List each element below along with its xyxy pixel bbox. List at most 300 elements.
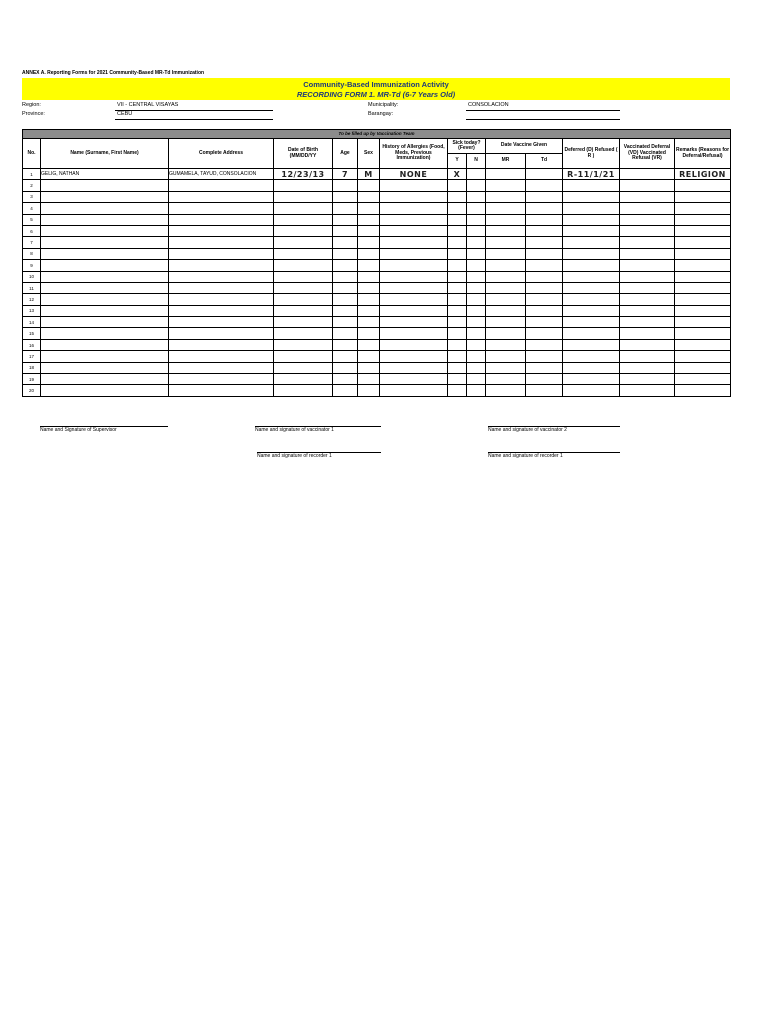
cell-vaccinated[interactable] xyxy=(620,237,675,248)
cell-address[interactable] xyxy=(169,191,274,202)
cell-remarks[interactable] xyxy=(675,191,731,202)
cell-sick-y[interactable] xyxy=(448,271,467,282)
form-title: Community-Based Immunization Activity xyxy=(303,80,449,89)
cell-sex[interactable] xyxy=(358,374,380,385)
cell-sick-n[interactable] xyxy=(467,260,486,271)
cell-dob[interactable] xyxy=(274,362,333,373)
cell-address[interactable] xyxy=(169,374,274,385)
cell-age[interactable] xyxy=(333,248,358,259)
cell-sex[interactable] xyxy=(358,214,380,225)
cell-sick-n[interactable] xyxy=(467,271,486,282)
cell-deferred[interactable] xyxy=(563,203,620,214)
cell-vaccinated[interactable] xyxy=(620,374,675,385)
cell-vaccinated[interactable] xyxy=(620,294,675,305)
cell-address[interactable] xyxy=(169,339,274,350)
cell-age[interactable] xyxy=(333,328,358,339)
cell-sex[interactable] xyxy=(358,339,380,350)
cell-dob[interactable] xyxy=(274,203,333,214)
col-vaccinated: Vaccinated Deferral (VD) Vaccinated Refusal (VR) xyxy=(620,139,675,169)
cell-td[interactable] xyxy=(526,248,563,259)
cell-remarks[interactable] xyxy=(675,374,731,385)
cell-age[interactable] xyxy=(333,305,358,316)
cell-sick-n[interactable] xyxy=(467,225,486,236)
cell-address[interactable] xyxy=(169,317,274,328)
cell-age[interactable] xyxy=(333,271,358,282)
cell-vaccinated[interactable] xyxy=(620,305,675,316)
cell-age[interactable] xyxy=(333,294,358,305)
cell-deferred[interactable] xyxy=(563,260,620,271)
cell-sex[interactable] xyxy=(358,317,380,328)
cell-remarks[interactable] xyxy=(675,305,731,316)
cell-mr[interactable] xyxy=(486,260,526,271)
cell-sick-n[interactable] xyxy=(467,362,486,373)
cell-allergies[interactable] xyxy=(380,374,448,385)
municipality-value[interactable]: CONSOLACION xyxy=(468,102,509,108)
cell-sick-y[interactable] xyxy=(448,180,467,191)
cell-mr[interactable] xyxy=(486,180,526,191)
cell-allergies[interactable] xyxy=(380,191,448,202)
cell-name[interactable] xyxy=(41,271,169,282)
cell-deferred[interactable] xyxy=(563,248,620,259)
cell-dob[interactable] xyxy=(274,351,333,362)
cell-vaccinated[interactable] xyxy=(620,225,675,236)
cell-address[interactable] xyxy=(169,237,274,248)
cell-address[interactable] xyxy=(169,180,274,191)
cell-sick-y[interactable] xyxy=(448,282,467,293)
cell-sick-y[interactable] xyxy=(448,328,467,339)
table-row xyxy=(23,328,731,339)
cell-td[interactable] xyxy=(526,203,563,214)
cell-sex[interactable] xyxy=(358,271,380,282)
cell-dob[interactable] xyxy=(274,180,333,191)
cell-vaccinated[interactable] xyxy=(620,351,675,362)
cell-sick-n[interactable] xyxy=(467,248,486,259)
cell-mr[interactable] xyxy=(486,351,526,362)
supervisor-sig-label: Name and Signature of Supervisor xyxy=(40,427,117,433)
cell-remarks[interactable] xyxy=(675,351,731,362)
cell-remarks[interactable] xyxy=(675,260,731,271)
cell-sex[interactable] xyxy=(358,225,380,236)
cell-age[interactable] xyxy=(333,260,358,271)
cell-sick-n[interactable] xyxy=(467,328,486,339)
cell-sick-y[interactable] xyxy=(448,374,467,385)
cell-td[interactable] xyxy=(526,305,563,316)
cell-sick-n[interactable] xyxy=(467,191,486,202)
cell-allergies[interactable] xyxy=(380,317,448,328)
table-row xyxy=(23,385,731,396)
cell-name[interactable] xyxy=(41,351,169,362)
cell-deferred[interactable] xyxy=(563,351,620,362)
cell-no: 1 xyxy=(23,169,41,180)
cell-mr[interactable] xyxy=(486,362,526,373)
cell-vaccinated[interactable] xyxy=(620,271,675,282)
cell-age[interactable] xyxy=(333,317,358,328)
cell-dob[interactable] xyxy=(274,271,333,282)
cell-sick-n[interactable] xyxy=(467,180,486,191)
cell-dob[interactable] xyxy=(274,317,333,328)
cell-address[interactable] xyxy=(169,214,274,225)
cell-deferred[interactable] xyxy=(563,317,620,328)
cell-deferred[interactable] xyxy=(563,374,620,385)
cell-mr[interactable] xyxy=(486,294,526,305)
cell-allergies[interactable] xyxy=(380,362,448,373)
province-underline xyxy=(115,119,273,120)
cell-vaccinated[interactable] xyxy=(620,214,675,225)
cell-age[interactable] xyxy=(333,180,358,191)
cell-td[interactable] xyxy=(526,180,563,191)
cell-dob[interactable] xyxy=(274,214,333,225)
cell-sick-n[interactable] xyxy=(467,294,486,305)
municipality-underline xyxy=(466,110,620,111)
cell-name[interactable] xyxy=(41,237,169,248)
cell-no: 15 xyxy=(23,328,41,339)
cell-dob[interactable] xyxy=(274,191,333,202)
cell-sick-y[interactable] xyxy=(448,225,467,236)
cell-no: 5 xyxy=(23,214,41,225)
cell-remarks[interactable]: RELIGION xyxy=(675,169,731,180)
cell-allergies[interactable] xyxy=(380,385,448,396)
cell-sick-y[interactable] xyxy=(448,385,467,396)
cell-vaccinated[interactable] xyxy=(620,180,675,191)
cell-deferred[interactable] xyxy=(563,225,620,236)
cell-address[interactable] xyxy=(169,305,274,316)
cell-mr[interactable] xyxy=(486,214,526,225)
cell-no: 17 xyxy=(23,351,41,362)
cell-age[interactable] xyxy=(333,214,358,225)
cell-allergies[interactable] xyxy=(380,248,448,259)
cell-dob[interactable] xyxy=(274,282,333,293)
cell-td[interactable] xyxy=(526,225,563,236)
table-row xyxy=(23,237,731,248)
cell-sick-n[interactable] xyxy=(467,305,486,316)
col-deferred: Deferred (D) Refused ( R ) xyxy=(563,139,620,169)
cell-remarks[interactable] xyxy=(675,385,731,396)
cell-allergies[interactable] xyxy=(380,203,448,214)
cell-no: 18 xyxy=(23,362,41,373)
cell-allergies[interactable] xyxy=(380,237,448,248)
cell-name[interactable] xyxy=(41,294,169,305)
cell-td[interactable] xyxy=(526,317,563,328)
cell-sick-y[interactable] xyxy=(448,305,467,316)
cell-remarks[interactable] xyxy=(675,282,731,293)
cell-vaccinated[interactable] xyxy=(620,260,675,271)
col-name: Name (Surname, First Name) xyxy=(41,139,169,169)
cell-dob[interactable] xyxy=(274,294,333,305)
col-sick-n: N xyxy=(467,154,486,169)
cell-address[interactable] xyxy=(169,225,274,236)
province-value[interactable]: CEBU xyxy=(117,111,133,117)
cell-deferred[interactable] xyxy=(563,339,620,350)
cell-sex[interactable] xyxy=(358,362,380,373)
cell-name[interactable] xyxy=(41,328,169,339)
cell-dob[interactable] xyxy=(274,225,333,236)
cell-sick-n[interactable] xyxy=(467,214,486,225)
cell-td[interactable] xyxy=(526,260,563,271)
region-value[interactable]: VII - CENTRAL VISAYAS xyxy=(117,102,179,108)
cell-address[interactable] xyxy=(169,385,274,396)
col-address: Complete Address xyxy=(169,139,274,169)
table-row xyxy=(23,294,731,305)
cell-remarks[interactable] xyxy=(675,225,731,236)
cell-sex[interactable] xyxy=(358,351,380,362)
cell-age[interactable] xyxy=(333,282,358,293)
recorder1b-sig-label: Name and signature of recorder 1 xyxy=(488,453,563,459)
cell-sex[interactable] xyxy=(358,282,380,293)
cell-deferred[interactable] xyxy=(563,362,620,373)
cell-sick-n[interactable] xyxy=(467,282,486,293)
cell-age[interactable]: 7 xyxy=(333,169,358,180)
cell-deferred[interactable]: R-11/1/21 xyxy=(563,169,620,180)
cell-allergies[interactable] xyxy=(380,351,448,362)
cell-deferred[interactable] xyxy=(563,214,620,225)
cell-remarks[interactable] xyxy=(675,237,731,248)
cell-remarks[interactable] xyxy=(675,328,731,339)
cell-sex[interactable] xyxy=(358,248,380,259)
cell-sick-n[interactable] xyxy=(467,339,486,350)
cell-vaccinated[interactable] xyxy=(620,339,675,350)
cell-name[interactable] xyxy=(41,191,169,202)
cell-address[interactable] xyxy=(169,282,274,293)
cell-address[interactable] xyxy=(169,260,274,271)
cell-name[interactable] xyxy=(41,362,169,373)
table-row xyxy=(23,317,731,328)
cell-no: 9 xyxy=(23,260,41,271)
cell-age[interactable] xyxy=(333,191,358,202)
vaccinator1-sig-label: Name and signature of vaccinator 1 xyxy=(255,427,334,433)
cell-allergies[interactable] xyxy=(380,214,448,225)
cell-name[interactable]: GELIG, NATHAN xyxy=(41,169,169,180)
cell-deferred[interactable] xyxy=(563,305,620,316)
cell-mr[interactable] xyxy=(486,248,526,259)
cell-remarks[interactable] xyxy=(675,248,731,259)
cell-no: 12 xyxy=(23,294,41,305)
cell-sick-n[interactable] xyxy=(467,351,486,362)
cell-sick-n[interactable] xyxy=(467,317,486,328)
cell-remarks[interactable] xyxy=(675,271,731,282)
cell-vaccinated[interactable] xyxy=(620,385,675,396)
cell-address[interactable] xyxy=(169,294,274,305)
cell-vaccinated[interactable] xyxy=(620,169,675,180)
cell-dob[interactable] xyxy=(274,339,333,350)
cell-age[interactable] xyxy=(333,374,358,385)
cell-dob[interactable] xyxy=(274,248,333,259)
cell-td[interactable] xyxy=(526,294,563,305)
cell-name[interactable] xyxy=(41,305,169,316)
cell-mr[interactable] xyxy=(486,169,526,180)
cell-sick-y[interactable] xyxy=(448,260,467,271)
cell-name[interactable] xyxy=(41,214,169,225)
cell-td[interactable] xyxy=(526,214,563,225)
cell-remarks[interactable] xyxy=(675,203,731,214)
cell-sick-y[interactable] xyxy=(448,191,467,202)
cell-remarks[interactable] xyxy=(675,214,731,225)
cell-td[interactable] xyxy=(526,169,563,180)
cell-allergies[interactable] xyxy=(380,260,448,271)
cell-allergies[interactable] xyxy=(380,305,448,316)
cell-sex[interactable] xyxy=(358,305,380,316)
cell-sick-y[interactable] xyxy=(448,339,467,350)
cell-sick-y[interactable] xyxy=(448,362,467,373)
cell-address[interactable]: GUMAMELA, TAYUD, CONSOLACION xyxy=(169,169,274,180)
cell-name[interactable] xyxy=(41,317,169,328)
cell-no: 11 xyxy=(23,282,41,293)
cell-sick-n[interactable] xyxy=(467,385,486,396)
cell-deferred[interactable] xyxy=(563,294,620,305)
cell-td[interactable] xyxy=(526,385,563,396)
cell-sex[interactable] xyxy=(358,260,380,271)
cell-td[interactable] xyxy=(526,271,563,282)
cell-name[interactable] xyxy=(41,385,169,396)
cell-sick-n[interactable] xyxy=(467,374,486,385)
cell-address[interactable] xyxy=(169,203,274,214)
cell-dob[interactable] xyxy=(274,237,333,248)
cell-deferred[interactable] xyxy=(563,271,620,282)
cell-mr[interactable] xyxy=(486,237,526,248)
cell-name[interactable] xyxy=(41,374,169,385)
cell-address[interactable] xyxy=(169,271,274,282)
cell-name[interactable] xyxy=(41,248,169,259)
cell-sex[interactable] xyxy=(358,180,380,191)
cell-dob[interactable] xyxy=(274,374,333,385)
col-td: Td xyxy=(526,154,563,169)
cell-address[interactable] xyxy=(169,328,274,339)
col-sick: Sick today? (Fever) xyxy=(448,139,486,154)
cell-dob[interactable] xyxy=(274,328,333,339)
cell-name[interactable] xyxy=(41,225,169,236)
cell-td[interactable] xyxy=(526,328,563,339)
cell-sick-n[interactable] xyxy=(467,169,486,180)
cell-deferred[interactable] xyxy=(563,385,620,396)
cell-mr[interactable] xyxy=(486,282,526,293)
cell-mr[interactable] xyxy=(486,374,526,385)
barangay-underline xyxy=(466,119,620,120)
cell-sick-y[interactable] xyxy=(448,237,467,248)
cell-sick-y[interactable] xyxy=(448,317,467,328)
col-vaccine: Date Vaccine Given xyxy=(486,139,563,154)
cell-age[interactable] xyxy=(333,351,358,362)
cell-sick-y[interactable] xyxy=(448,248,467,259)
col-no: No. xyxy=(23,139,41,169)
cell-age[interactable] xyxy=(333,203,358,214)
cell-remarks[interactable] xyxy=(675,339,731,350)
cell-vaccinated[interactable] xyxy=(620,328,675,339)
cell-sick-y[interactable] xyxy=(448,351,467,362)
cell-deferred[interactable] xyxy=(563,191,620,202)
cell-name[interactable] xyxy=(41,260,169,271)
cell-td[interactable] xyxy=(526,339,563,350)
cell-allergies[interactable] xyxy=(380,282,448,293)
cell-sick-y[interactable] xyxy=(448,214,467,225)
cell-sex[interactable]: M xyxy=(358,169,380,180)
cell-no: 10 xyxy=(23,271,41,282)
cell-mr[interactable] xyxy=(486,328,526,339)
cell-vaccinated[interactable] xyxy=(620,317,675,328)
region-label: Region: xyxy=(22,102,41,108)
cell-deferred[interactable] xyxy=(563,328,620,339)
cell-address[interactable] xyxy=(169,362,274,373)
cell-age[interactable] xyxy=(333,362,358,373)
cell-dob[interactable]: 12/23/13 xyxy=(274,169,333,180)
cell-vaccinated[interactable] xyxy=(620,362,675,373)
cell-sick-n[interactable] xyxy=(467,237,486,248)
cell-allergies[interactable] xyxy=(380,225,448,236)
cell-remarks[interactable] xyxy=(675,317,731,328)
table-row xyxy=(23,374,731,385)
cell-allergies[interactable]: NONE xyxy=(380,169,448,180)
col-mr: MR xyxy=(486,154,526,169)
table-row xyxy=(23,248,731,259)
cell-allergies[interactable] xyxy=(380,180,448,191)
cell-sick-y[interactable]: X xyxy=(448,169,467,180)
cell-mr[interactable] xyxy=(486,225,526,236)
cell-td[interactable] xyxy=(526,351,563,362)
cell-td[interactable] xyxy=(526,237,563,248)
cell-sex[interactable] xyxy=(358,191,380,202)
cell-age[interactable] xyxy=(333,339,358,350)
cell-sex[interactable] xyxy=(358,203,380,214)
cell-allergies[interactable] xyxy=(380,271,448,282)
cell-mr[interactable] xyxy=(486,271,526,282)
cell-td[interactable] xyxy=(526,374,563,385)
cell-name[interactable] xyxy=(41,203,169,214)
cell-name[interactable] xyxy=(41,180,169,191)
cell-td[interactable] xyxy=(526,191,563,202)
cell-mr[interactable] xyxy=(486,317,526,328)
cell-age[interactable] xyxy=(333,385,358,396)
cell-vaccinated[interactable] xyxy=(620,282,675,293)
col-dob: Date of Birth (MM/DD/YY xyxy=(274,139,333,169)
cell-vaccinated[interactable] xyxy=(620,191,675,202)
cell-address[interactable] xyxy=(169,351,274,362)
cell-mr[interactable] xyxy=(486,385,526,396)
cell-age[interactable] xyxy=(333,225,358,236)
cell-dob[interactable] xyxy=(274,385,333,396)
cell-mr[interactable] xyxy=(486,191,526,202)
cell-deferred[interactable] xyxy=(563,180,620,191)
cell-sex[interactable] xyxy=(358,328,380,339)
cell-allergies[interactable] xyxy=(380,294,448,305)
cell-allergies[interactable] xyxy=(380,328,448,339)
cell-age[interactable] xyxy=(333,237,358,248)
cell-mr[interactable] xyxy=(486,339,526,350)
cell-td[interactable] xyxy=(526,282,563,293)
cell-name[interactable] xyxy=(41,339,169,350)
cell-deferred[interactable] xyxy=(563,237,620,248)
cell-sick-y[interactable] xyxy=(448,203,467,214)
cell-deferred[interactable] xyxy=(563,282,620,293)
cell-remarks[interactable] xyxy=(675,180,731,191)
cell-td[interactable] xyxy=(526,362,563,373)
table-row xyxy=(23,225,731,236)
cell-allergies[interactable] xyxy=(380,339,448,350)
cell-sick-n[interactable] xyxy=(467,203,486,214)
cell-remarks[interactable] xyxy=(675,362,731,373)
cell-mr[interactable] xyxy=(486,203,526,214)
cell-sick-y[interactable] xyxy=(448,294,467,305)
cell-name[interactable] xyxy=(41,282,169,293)
cell-mr[interactable] xyxy=(486,305,526,316)
table-row xyxy=(23,282,731,293)
cell-sex[interactable] xyxy=(358,294,380,305)
cell-dob[interactable] xyxy=(274,260,333,271)
cell-vaccinated[interactable] xyxy=(620,248,675,259)
cell-dob[interactable] xyxy=(274,305,333,316)
cell-sex[interactable] xyxy=(358,237,380,248)
cell-address[interactable] xyxy=(169,248,274,259)
cell-vaccinated[interactable] xyxy=(620,203,675,214)
cell-sex[interactable] xyxy=(358,385,380,396)
cell-remarks[interactable] xyxy=(675,294,731,305)
